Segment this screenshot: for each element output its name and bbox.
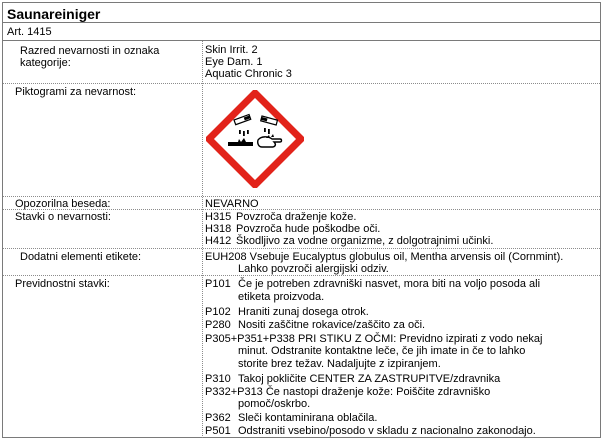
hazard-statements-label: Stavki o nevarnosti: [15, 211, 111, 223]
divider [3, 248, 600, 249]
pictograms-label: Piktogrami za nevarnost: [15, 86, 137, 98]
article-number: Art. 1415 [7, 26, 52, 38]
precautionary-label: Previdnostni stavki: [15, 278, 110, 290]
precaution-p332: P332+P313 Če nastopi draženje kože: Poiščite zdravniško [205, 386, 491, 398]
divider [3, 196, 600, 197]
supplemental-label: Dodatni elementi etikete: [20, 251, 142, 263]
corrosion-pictogram-icon [206, 90, 304, 188]
hazard-class-item: Skin Irrit. 2 [205, 44, 258, 56]
hazard-statement: H412 Škodljivo za vodne organizme, z dolgotrajnimi učinki. [205, 235, 494, 247]
divider [3, 22, 600, 23]
divider [3, 40, 600, 41]
precaution-p501: P501 Odstraniti vsebino/posodo v skladu z nacionalno zakonodajo. [205, 425, 536, 437]
hazard-class-values [205, 44, 292, 81]
precaution-p102: P102 Hraniti zunaj dosega otrok. [205, 306, 369, 318]
hazard-class-label: Razred nevarnosti in oznaka kategorije: [20, 45, 160, 69]
label-sheet [2, 2, 601, 438]
supplemental-text: EUH208 Vsebuje Eucalyptus globulus oil, Mentha arvensis oil (Cornmint). Lahko povzroči alergijski odziv. [205, 251, 564, 275]
product-title: Saunareiniger [7, 6, 101, 22]
hazard-statement: H315 Povzroča draženje kože. [205, 211, 357, 223]
hazard-class-item: Aquatic Chronic 3 [205, 68, 292, 81]
precaution-p362: P362 Sleči kontaminirana oblačila. [205, 412, 378, 424]
hazard-class-item: Eye Dam. 1 [205, 56, 263, 69]
hazard-statement: H318 Povzroča hude poškodbe oči. [205, 223, 381, 235]
hazard-statements-list [205, 211, 493, 247]
divider [3, 209, 600, 210]
divider [3, 275, 600, 276]
precaution-p280: P280 Nositi zaščitne rokavice/zaščito za oči. [205, 319, 426, 331]
signal-word-value: NEVARNO [205, 198, 259, 210]
signal-word-label: Opozorilna beseda: [15, 198, 111, 210]
column-divider [202, 41, 203, 438]
divider [3, 83, 600, 84]
precaution-p310: P310 Takoj pokličite CENTER ZA ZASTRUPITVE/zdravnika [205, 373, 501, 385]
precautionary-list: P101 Če je potreben zdravniški nasvet, mora biti na voljo posoda ali etiketa proizvoda. P102 Hraniti zunaj dosega otrok. P280 Nositi zaščitne rokavice/zaščito za oči. P305+P351+P338 PRI STIKU Z OČMI: Previdno izpirati z vodo nekaj minut. Odstranite kontaktne leče, če jih imate in če to lahko storite brez težav. Nadaljujte z izpiranjem. P310 Takoj pokličite CENTER ZA ZASTRUPITVE/zdravnika P332+P313 Če nastopi draženje kože: Poiščite zdravniško pomoč/oskrbo. P362 Sleči kontaminirana oblačila. P501 Odstraniti vsebino/posodo v skladu z nacionalno zakonodajo. [205, 278, 543, 437]
precaution-p101: P101 Če je potreben zdravniški nasvet, mora biti na voljo posoda ali [205, 278, 541, 290]
precaution-p305: P305+P351+P338 PRI STIKU Z OČMI: Previdno izpirati z vodo nekaj [205, 333, 543, 345]
